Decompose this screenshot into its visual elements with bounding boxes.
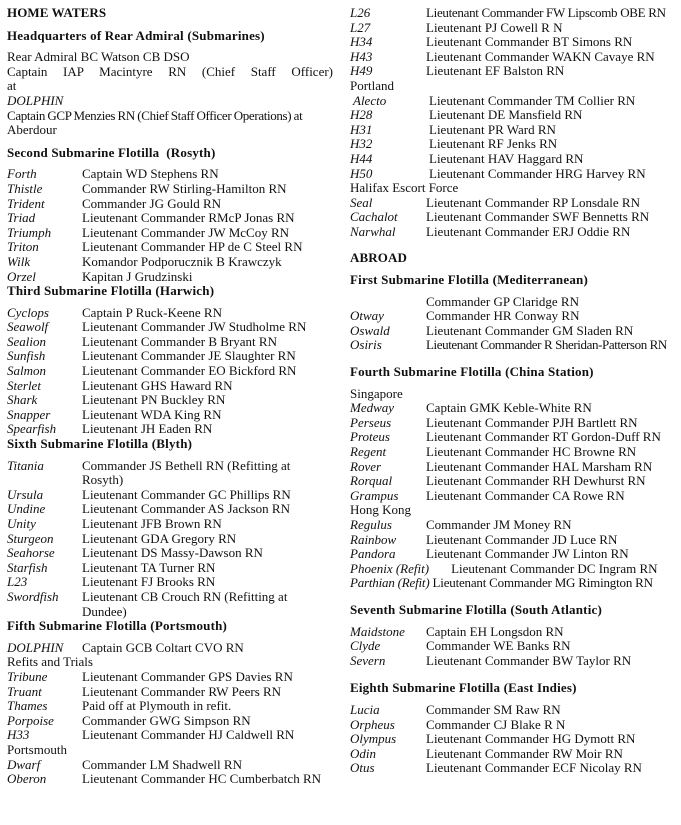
ship-name: Triad	[7, 210, 36, 226]
ship-name: Thistle	[7, 180, 43, 196]
commander: Lieutenant FJ Brooks RN	[82, 574, 216, 590]
table-row	[350, 123, 646, 138]
commander: Lieutenant RF Jenks RN	[429, 136, 558, 152]
commander: Commander SM Raw RN	[426, 701, 561, 717]
sixth-flotilla-heading: Sixth Submarine Flotilla (Blyth)	[7, 436, 193, 452]
ship-name: Regent	[350, 444, 387, 460]
commander: Lieutenant Commander HP de C Steel RN	[82, 239, 303, 255]
table-row	[350, 167, 646, 182]
hongkong-refit-row	[350, 576, 678, 591]
commander: Captain GMK Keble-White RN	[426, 400, 592, 416]
ship-name: Cyclops	[7, 304, 49, 320]
commander: Captain EH Longsdon RN	[426, 623, 564, 639]
commander: Commander WE Banks RN	[426, 638, 571, 654]
table-row	[7, 422, 306, 437]
commander: Captain P Ruck-Keene RN	[82, 304, 222, 320]
table-row	[350, 338, 667, 353]
ship-name: Severn	[350, 652, 386, 668]
commander: Lieutenant PN Buckley RN	[82, 392, 226, 408]
commander: Lieutenant Commander PJH Bartlett RN	[426, 414, 638, 430]
ship-name: H28	[350, 107, 373, 123]
commander: Lieutenant Commander ECF Nicolay RN	[426, 760, 642, 776]
commander: Commander JG Gould RN	[82, 195, 222, 211]
table-row	[350, 35, 666, 50]
table-row	[7, 590, 322, 619]
table-row	[7, 772, 321, 787]
commander: Lieutenant WDA King RN	[82, 406, 222, 422]
second-flotilla-heading: Second Submarine Flotilla (Rosyth)	[7, 144, 216, 160]
commander: Lieutenant Commander SWF Bennetts RN	[426, 209, 650, 225]
ship-name: Forth	[7, 166, 37, 182]
ship-name: Oberon	[7, 771, 47, 787]
table-row	[350, 416, 661, 431]
table-row	[7, 685, 294, 700]
table-row	[7, 758, 321, 773]
ship-name	[350, 295, 426, 310]
commander: Lieutenant Commander MG Rimington RN	[432, 575, 653, 591]
commander: Commander JS Bethell RN (Refitting at Rosyth)	[82, 457, 291, 488]
portsmouth-table	[7, 758, 321, 787]
table-row	[350, 152, 646, 167]
table-row	[7, 182, 302, 197]
table-row	[7, 575, 322, 590]
ship-name: Shark	[7, 392, 38, 408]
commander: Commander JM Money RN	[426, 517, 572, 532]
ship-name: Sunfish	[7, 348, 46, 364]
table-row	[350, 489, 661, 504]
table-row	[7, 728, 294, 743]
table-row	[7, 459, 322, 488]
ship-name: Sterlet	[7, 377, 41, 393]
eighth-flotilla-table	[350, 703, 642, 776]
table-row	[350, 445, 661, 460]
table-row	[7, 532, 322, 547]
commander: Lieutenant DS Massy-Dawson RN	[82, 545, 263, 561]
first-flotilla-heading: First Submarine Flotilla (Mediterranean)	[350, 272, 588, 288]
table-row	[7, 699, 294, 714]
commander: Commander HR Conway RN	[426, 308, 580, 324]
ship-name: Trident	[7, 195, 45, 211]
table-row	[350, 108, 646, 123]
ship-name: Seahorse	[7, 545, 55, 561]
ship-name: Tribune	[7, 668, 48, 684]
table-row	[7, 546, 322, 561]
ship-name: Orzel	[7, 268, 36, 284]
ship-name: Pandora	[350, 546, 396, 562]
ship-name: Rover	[350, 458, 382, 474]
ship-name: Otus	[350, 760, 375, 776]
ship-name: Dwarf	[7, 756, 41, 772]
ship-name: Maidstone	[350, 623, 405, 639]
right-column	[350, 6, 678, 776]
commander: Lieutenant Commander HC Cumberbatch RN	[82, 771, 322, 787]
table-row	[7, 320, 306, 335]
ship-name: Grampus	[350, 487, 399, 503]
table-row	[350, 718, 642, 733]
table-row	[350, 137, 646, 152]
ship-name: Orpheus	[350, 716, 395, 732]
commander: Lieutenant Commander HC Browne RN	[426, 444, 637, 460]
ship-name: H49	[350, 63, 373, 79]
portland-table	[350, 94, 646, 182]
commander: Commander RW Stirling-Hamilton RN	[82, 180, 287, 196]
commander: Lieutenant CB Crouch RN (Refitting at Dundee)	[82, 588, 288, 619]
table-row	[350, 196, 649, 211]
table-row	[7, 641, 244, 656]
commander: Lieutenant Commander DC Ingram RN	[451, 560, 658, 576]
table-row	[7, 270, 302, 285]
hongkong-table	[350, 518, 629, 562]
table-row	[350, 625, 631, 640]
ship-name: H34	[350, 34, 373, 50]
fourth-flotilla-heading: Fourth Submarine Flotilla (China Station)	[350, 364, 594, 380]
commander: Lieutenant Commander HRG Harvey RN	[429, 165, 646, 181]
ship-name: H50	[350, 165, 373, 181]
commander: Lieutenant Commander HAL Marsham RN	[426, 458, 653, 474]
commander: Lieutenant Commander RW Peers RN	[82, 683, 282, 699]
table-row	[350, 761, 642, 776]
ship-name: H43	[350, 48, 373, 64]
commander: Lieutenant TA Turner RN	[82, 559, 216, 575]
table-row	[350, 430, 661, 445]
table-row	[7, 488, 322, 503]
table-row	[350, 401, 661, 416]
commander: Lieutenant DE Mansfield RN	[429, 107, 583, 123]
ship-name: H44	[350, 150, 373, 166]
commander: Captain WD Stephens RN	[82, 166, 219, 182]
second-flotilla-table	[7, 167, 302, 284]
table-row	[7, 255, 302, 270]
ship-name: Alecto	[353, 92, 387, 108]
table-row	[350, 747, 642, 762]
commander: Commander CJ Blake R N	[426, 716, 566, 732]
commander: Lieutenant Commander RT Gordon-Duff RN	[426, 429, 661, 445]
table-row	[7, 517, 322, 532]
continued-table	[350, 6, 666, 79]
third-flotilla-table	[7, 306, 306, 437]
commander: Lieutenant Commander RW Moir RN	[426, 745, 623, 761]
commander: Lieutenant Commander BW Taylor RN	[426, 652, 632, 668]
commander: Commander GP Claridge RN	[426, 293, 579, 309]
hongkong-refit-row	[350, 562, 678, 577]
hongkong-subheading: Hong Kong	[350, 502, 412, 518]
commander: Lieutenant Commander WAKN Cavaye RN	[426, 48, 655, 64]
third-flotilla-heading: Third Submarine Flotilla (Harwich)	[7, 283, 215, 299]
hq-line: Captain IAP Macintyre RN (Chief Staff Officer) at	[7, 63, 333, 94]
abroad-heading: ABROAD	[350, 249, 407, 265]
ship-name: Snapper	[7, 406, 51, 422]
ship-name: Otway	[350, 308, 384, 324]
commander: Lieutenant Commander RMcP Jonas RN	[82, 210, 295, 226]
halifax-table	[350, 196, 649, 240]
table-row	[7, 408, 306, 423]
seventh-flotilla-table	[350, 625, 631, 669]
table-row	[7, 561, 322, 576]
singapore-table	[350, 401, 661, 503]
ship-name: Lucia	[350, 701, 380, 717]
commander: Paid off at Plymouth in refit.	[82, 698, 232, 714]
first-flotilla-table	[350, 295, 667, 353]
hq-line-ship: DOLPHIN	[7, 92, 64, 108]
ship-name: Rainbow	[350, 531, 397, 547]
commander: Lieutenant Commander BT Simons RN	[426, 34, 633, 50]
ship-name: Sealion	[7, 333, 46, 349]
commander: Lieutenant GHS Haward RN	[82, 377, 233, 393]
fifth-flotilla-base-table	[7, 641, 244, 656]
table-row	[7, 349, 306, 364]
halifax-subheading: Halifax Escort Force	[350, 180, 459, 196]
ship-name: Spearfish	[7, 421, 57, 437]
commander: Commander LM Shadwell RN	[82, 756, 242, 772]
ship-name: Odin	[350, 745, 376, 761]
sixth-flotilla-table	[7, 459, 322, 620]
ship-name: H33	[7, 727, 30, 743]
ship-name: Phoenix (Refit)	[350, 560, 430, 576]
table-row	[7, 364, 306, 379]
hq-line: Captain GCP Menzies RN (Chief Staff Officer Operations) at	[7, 107, 303, 123]
ship-name: Clyde	[350, 638, 381, 654]
commander: Lieutenant PJ Cowell R N	[426, 19, 563, 35]
table-row	[350, 703, 642, 718]
table-row	[7, 306, 306, 321]
table-row	[350, 6, 666, 21]
commander: Lieutenant Commander GPS Davies RN	[82, 668, 293, 684]
commander: Lieutenant Commander GC Phillips RN	[82, 486, 291, 502]
commander: Lieutenant Commander RH Dewhurst RN	[426, 473, 646, 489]
table-row	[7, 197, 302, 212]
table-row	[350, 533, 629, 548]
table-row	[350, 460, 661, 475]
ship-name: H32	[350, 136, 373, 152]
table-row	[350, 64, 666, 79]
portland-subheading: Portland	[350, 77, 395, 93]
ship-name: Perseus	[350, 414, 392, 430]
ship-name: Unity	[7, 516, 36, 531]
commander: Kapitan J Grudzinski	[82, 268, 193, 284]
ship-name: Regulus	[350, 517, 392, 532]
seventh-flotilla-heading: Seventh Submarine Flotilla (South Atlantic)	[350, 601, 603, 617]
commander: Lieutenant Commander R Sheridan-Patterson RN	[426, 337, 667, 353]
commander: Lieutenant Commander FW Lipscomb OBE RN	[426, 5, 666, 20]
table-row	[350, 547, 629, 562]
commander: Lieutenant Commander JW McCoy RN	[82, 224, 290, 240]
commander: Lieutenant PR Ward RN	[429, 121, 556, 137]
ship-name: Titania	[7, 457, 44, 473]
commander: Lieutenant Commander HG Dymott RN	[426, 731, 636, 747]
commander: Lieutenant EF Balston RN	[426, 63, 565, 79]
table-row	[350, 210, 649, 225]
commander: Lieutenant Commander JE Slaughter RN	[82, 348, 296, 364]
ship-name: Parthian (Refit)	[350, 575, 430, 591]
ship-name: Sturgeon	[7, 530, 54, 546]
hq-block	[7, 50, 333, 138]
ship-name: Rorqual	[350, 473, 393, 489]
ship-name: Salmon	[7, 363, 46, 379]
ship-name: Osiris	[350, 337, 382, 353]
table-row	[350, 309, 667, 324]
ship-name: Seal	[350, 194, 373, 210]
commander: Lieutenant GDA Gregory RN	[82, 530, 237, 546]
table-row	[7, 379, 306, 394]
portsmouth-subheading: Portsmouth	[7, 741, 67, 757]
commander: Lieutenant JH Eaden RN	[82, 421, 213, 437]
hq-line: Aberdour	[7, 122, 57, 138]
table-row	[350, 94, 646, 109]
table-row	[350, 21, 666, 36]
commander: Lieutenant Commander JW Linton RN	[426, 546, 629, 562]
commander: Lieutenant Commander RP Lonsdale RN	[426, 194, 640, 210]
commander: Komandor Podporucznik B Krawczyk	[82, 253, 282, 269]
ship-name: Truant	[7, 683, 42, 699]
commander: Lieutenant HAV Haggard RN	[429, 150, 584, 166]
table-row	[350, 225, 649, 240]
commander: Lieutenant Commander JW Studholme RN	[82, 319, 307, 335]
commander: Lieutenant Commander CA Rowe RN	[426, 487, 625, 503]
refits-table	[7, 670, 294, 743]
table-row	[350, 324, 667, 339]
ship-name: Triton	[7, 239, 39, 255]
commander: Lieutenant Commander EO Bickford RN	[82, 363, 297, 379]
commander: Lieutenant Commander AS Jackson RN	[82, 501, 290, 517]
table-row	[350, 639, 631, 654]
ship-name: Thames	[7, 698, 48, 714]
table-row	[7, 393, 306, 408]
ship-name: H31	[350, 121, 373, 137]
ship-name: Narwhal	[350, 223, 396, 239]
hq-line: Rear Admiral BC Watson CB DSO	[7, 49, 190, 65]
table-row	[350, 518, 629, 533]
ship-name: Triumph	[7, 224, 52, 240]
ship-name: Undine	[7, 501, 46, 517]
ship-name: Swordfish	[7, 588, 59, 604]
commander: Lieutenant Commander B Bryant RN	[82, 333, 277, 349]
table-row	[7, 502, 322, 517]
ship-name: Ursula	[7, 486, 44, 502]
ship-name: Olympus	[350, 731, 397, 747]
table-row	[350, 732, 642, 747]
fifth-flotilla-heading: Fifth Submarine Flotilla (Portsmouth)	[7, 618, 228, 634]
ship-name: Wilk	[7, 253, 31, 269]
ship-name: Oswald	[350, 322, 390, 338]
table-row	[350, 50, 666, 65]
commander: Lieutenant JFB Brown RN	[82, 516, 222, 531]
commander: Lieutenant Commander ERJ Oddie RN	[426, 223, 631, 239]
ship-name: Seawolf	[7, 319, 49, 335]
table-row	[350, 295, 667, 310]
commander: Commander GWG Simpson RN	[82, 712, 251, 728]
table-row	[7, 167, 302, 182]
left-column	[7, 6, 333, 787]
home-waters-heading: HOME WATERS	[7, 5, 107, 20]
table-row	[350, 654, 631, 669]
table-row	[7, 714, 294, 729]
table-row	[7, 670, 294, 685]
table-row	[7, 211, 302, 226]
ship-name: L26	[350, 5, 371, 20]
commander: Lieutenant Commander GM Sladen RN	[426, 322, 634, 338]
ship-name: Porpoise	[7, 712, 54, 728]
table-row	[350, 474, 661, 489]
table-row	[7, 226, 302, 241]
ship-name: DOLPHIN	[7, 639, 64, 655]
hq-heading: Headquarters of Rear Admiral (Submarines)	[7, 27, 265, 43]
commander: Lieutenant Commander HJ Caldwell RN	[82, 727, 295, 743]
ship-name: L23	[7, 574, 28, 590]
ship-name: Medway	[350, 400, 395, 416]
ship-name: L27	[350, 19, 371, 35]
commander: Lieutenant Commander JD Luce RN	[426, 531, 618, 547]
refits-subheading: Refits and Trials	[7, 654, 93, 670]
commander: Lieutenant Commander TM Collier RN	[429, 92, 636, 108]
ship-name: Proteus	[350, 429, 390, 445]
table-row	[7, 240, 302, 255]
singapore-subheading: Singapore	[350, 385, 403, 401]
eighth-flotilla-heading: Eighth Submarine Flotilla (East Indies)	[350, 680, 577, 696]
ship-name: Starfish	[7, 559, 48, 575]
ship-name: Cachalot	[350, 209, 398, 225]
commander: Captain GCB Coltart CVO RN	[82, 639, 244, 655]
table-row	[7, 335, 306, 350]
